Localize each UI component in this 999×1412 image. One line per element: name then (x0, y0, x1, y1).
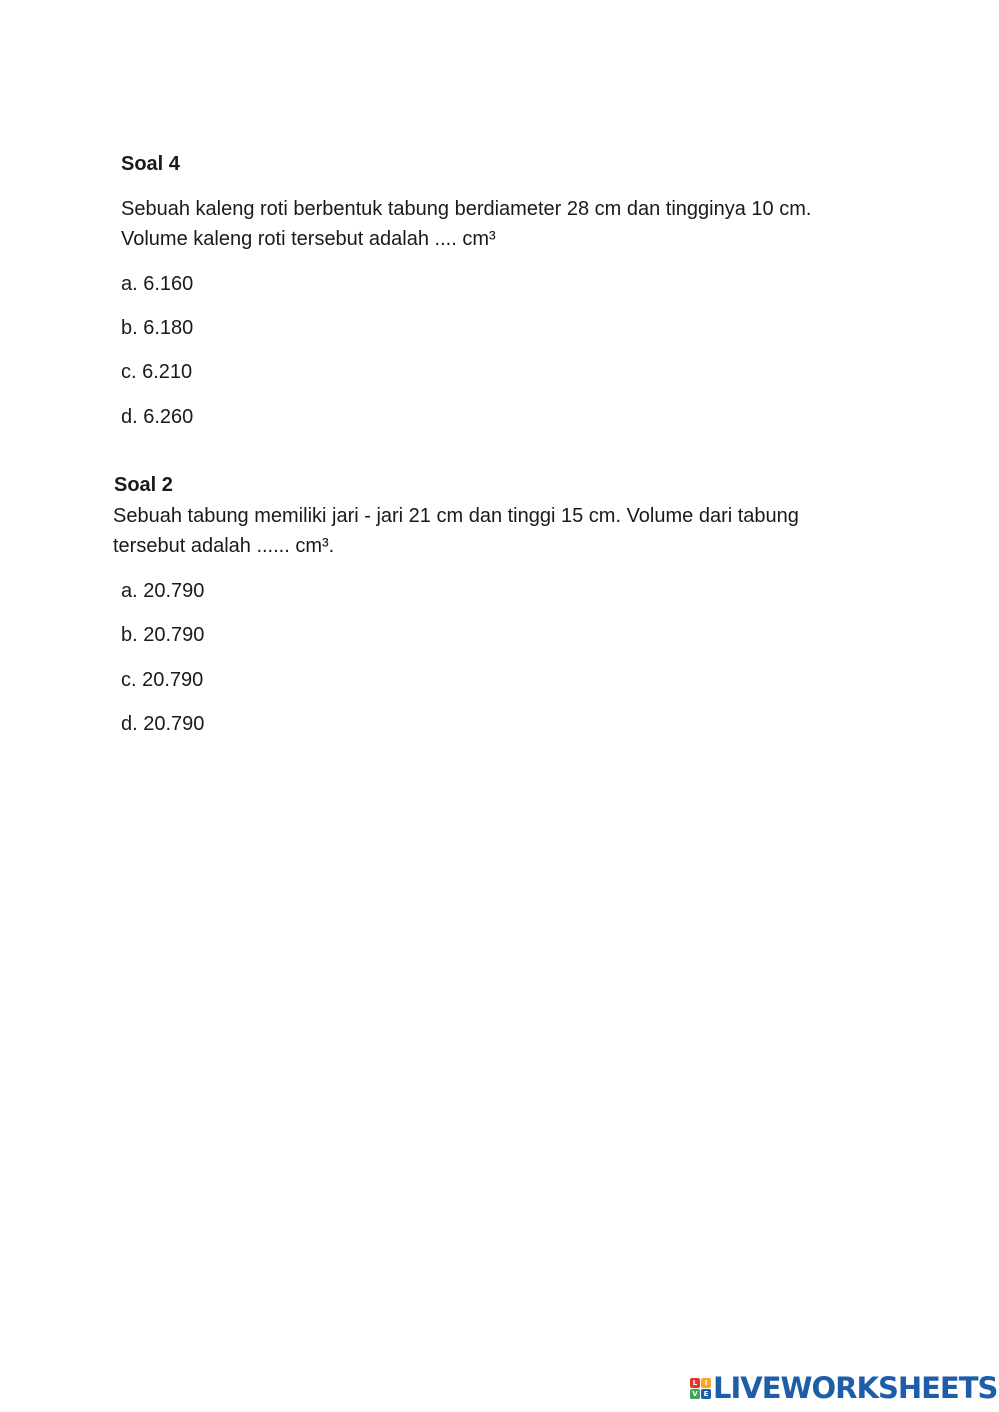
question-text-line: Volume kaleng roti tersebut adalah .... cm³ (121, 228, 496, 250)
answer-option[interactable]: d. 20.790 (121, 713, 205, 735)
question-title: Soal 4 (121, 153, 180, 175)
answer-option[interactable]: b. 6.180 (121, 317, 194, 339)
question-text-line: Sebuah kaleng roti berbentuk tabung berdiameter 28 cm dan tingginya 10 cm. (121, 198, 812, 220)
answer-option[interactable]: b. 20.790 (121, 624, 205, 646)
logo-mark-cell: L (690, 1378, 700, 1388)
logo-mark-cell: V (690, 1389, 700, 1399)
answer-option[interactable]: a. 20.790 (121, 580, 205, 602)
question-title: Soal 2 (114, 474, 173, 496)
logo-mark-cell: E (701, 1389, 711, 1399)
answer-option[interactable]: a. 6.160 (121, 273, 194, 295)
answer-option[interactable]: c. 20.790 (121, 669, 204, 691)
question-text-line: Sebuah tabung memiliki jari - jari 21 cm dan tinggi 15 cm. Volume dari tabung (113, 505, 799, 527)
logo-mark-icon (690, 1378, 711, 1399)
answer-option[interactable]: d. 6.260 (121, 406, 194, 428)
answer-option[interactable]: c. 6.210 (121, 361, 193, 383)
question-text-line: tersebut adalah ...... cm³. (113, 535, 335, 557)
logo-text: LIVEWORKSHEETS (713, 1371, 998, 1405)
liveworksheets-logo (690, 1372, 997, 1404)
logo-mark-cell: I (701, 1378, 711, 1388)
